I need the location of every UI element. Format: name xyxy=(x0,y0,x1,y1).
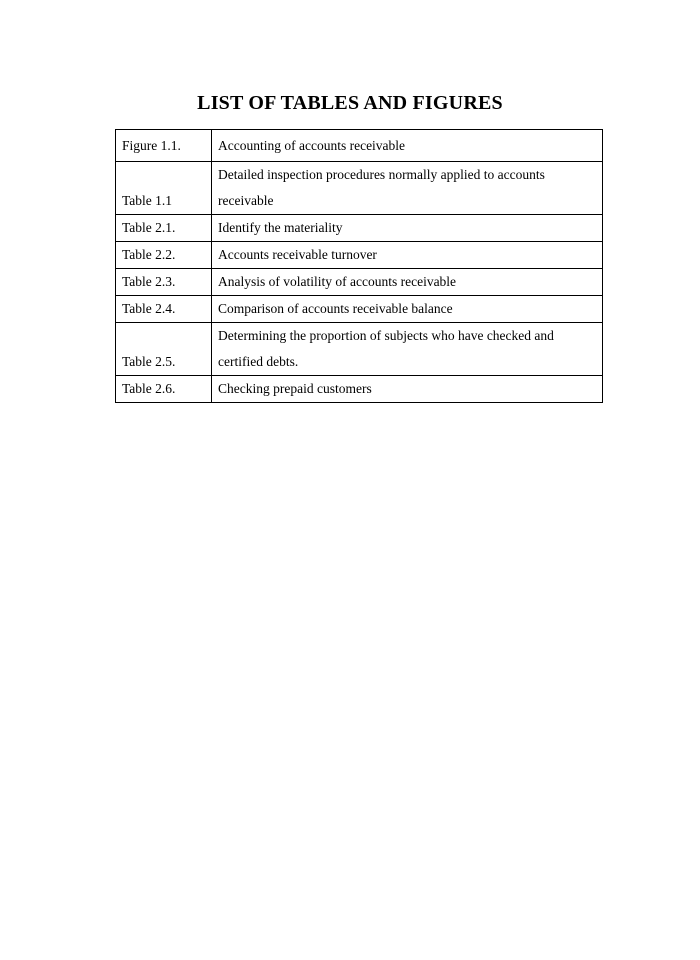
entry-label: Table 2.5. xyxy=(116,323,212,376)
entry-label: Table 2.1. xyxy=(116,215,212,242)
table-row xyxy=(116,376,603,403)
table-row xyxy=(116,323,603,376)
table-row xyxy=(116,269,603,296)
entry-description: Detailed inspection procedures normally applied to accounts receivable xyxy=(212,162,603,215)
table-row xyxy=(116,162,603,215)
entry-label: Table 2.3. xyxy=(116,269,212,296)
entry-description: Analysis of volatility of accounts receivable xyxy=(212,269,603,296)
page-title: LIST OF TABLES AND FIGURES xyxy=(197,92,503,114)
table-row xyxy=(116,215,603,242)
entry-label: Figure 1.1. xyxy=(116,130,212,162)
entry-description: Checking prepaid customers xyxy=(212,376,603,403)
list-of-tables-and-figures xyxy=(115,129,603,403)
entry-label: Table 1.1 xyxy=(116,162,212,215)
table-row xyxy=(116,242,603,269)
entry-description: Accounts receivable turnover xyxy=(212,242,603,269)
entry-description: Determining the proportion of subjects who have checked and certified debts. xyxy=(212,323,603,376)
entry-description: Comparison of accounts receivable balance xyxy=(212,296,603,323)
table-row xyxy=(116,296,603,323)
entry-label: Table 2.4. xyxy=(116,296,212,323)
table-row xyxy=(116,130,603,162)
entry-label: Table 2.6. xyxy=(116,376,212,403)
entry-description: Accounting of accounts receivable xyxy=(212,130,603,162)
entry-label: Table 2.2. xyxy=(116,242,212,269)
entry-description: Identify the materiality xyxy=(212,215,603,242)
